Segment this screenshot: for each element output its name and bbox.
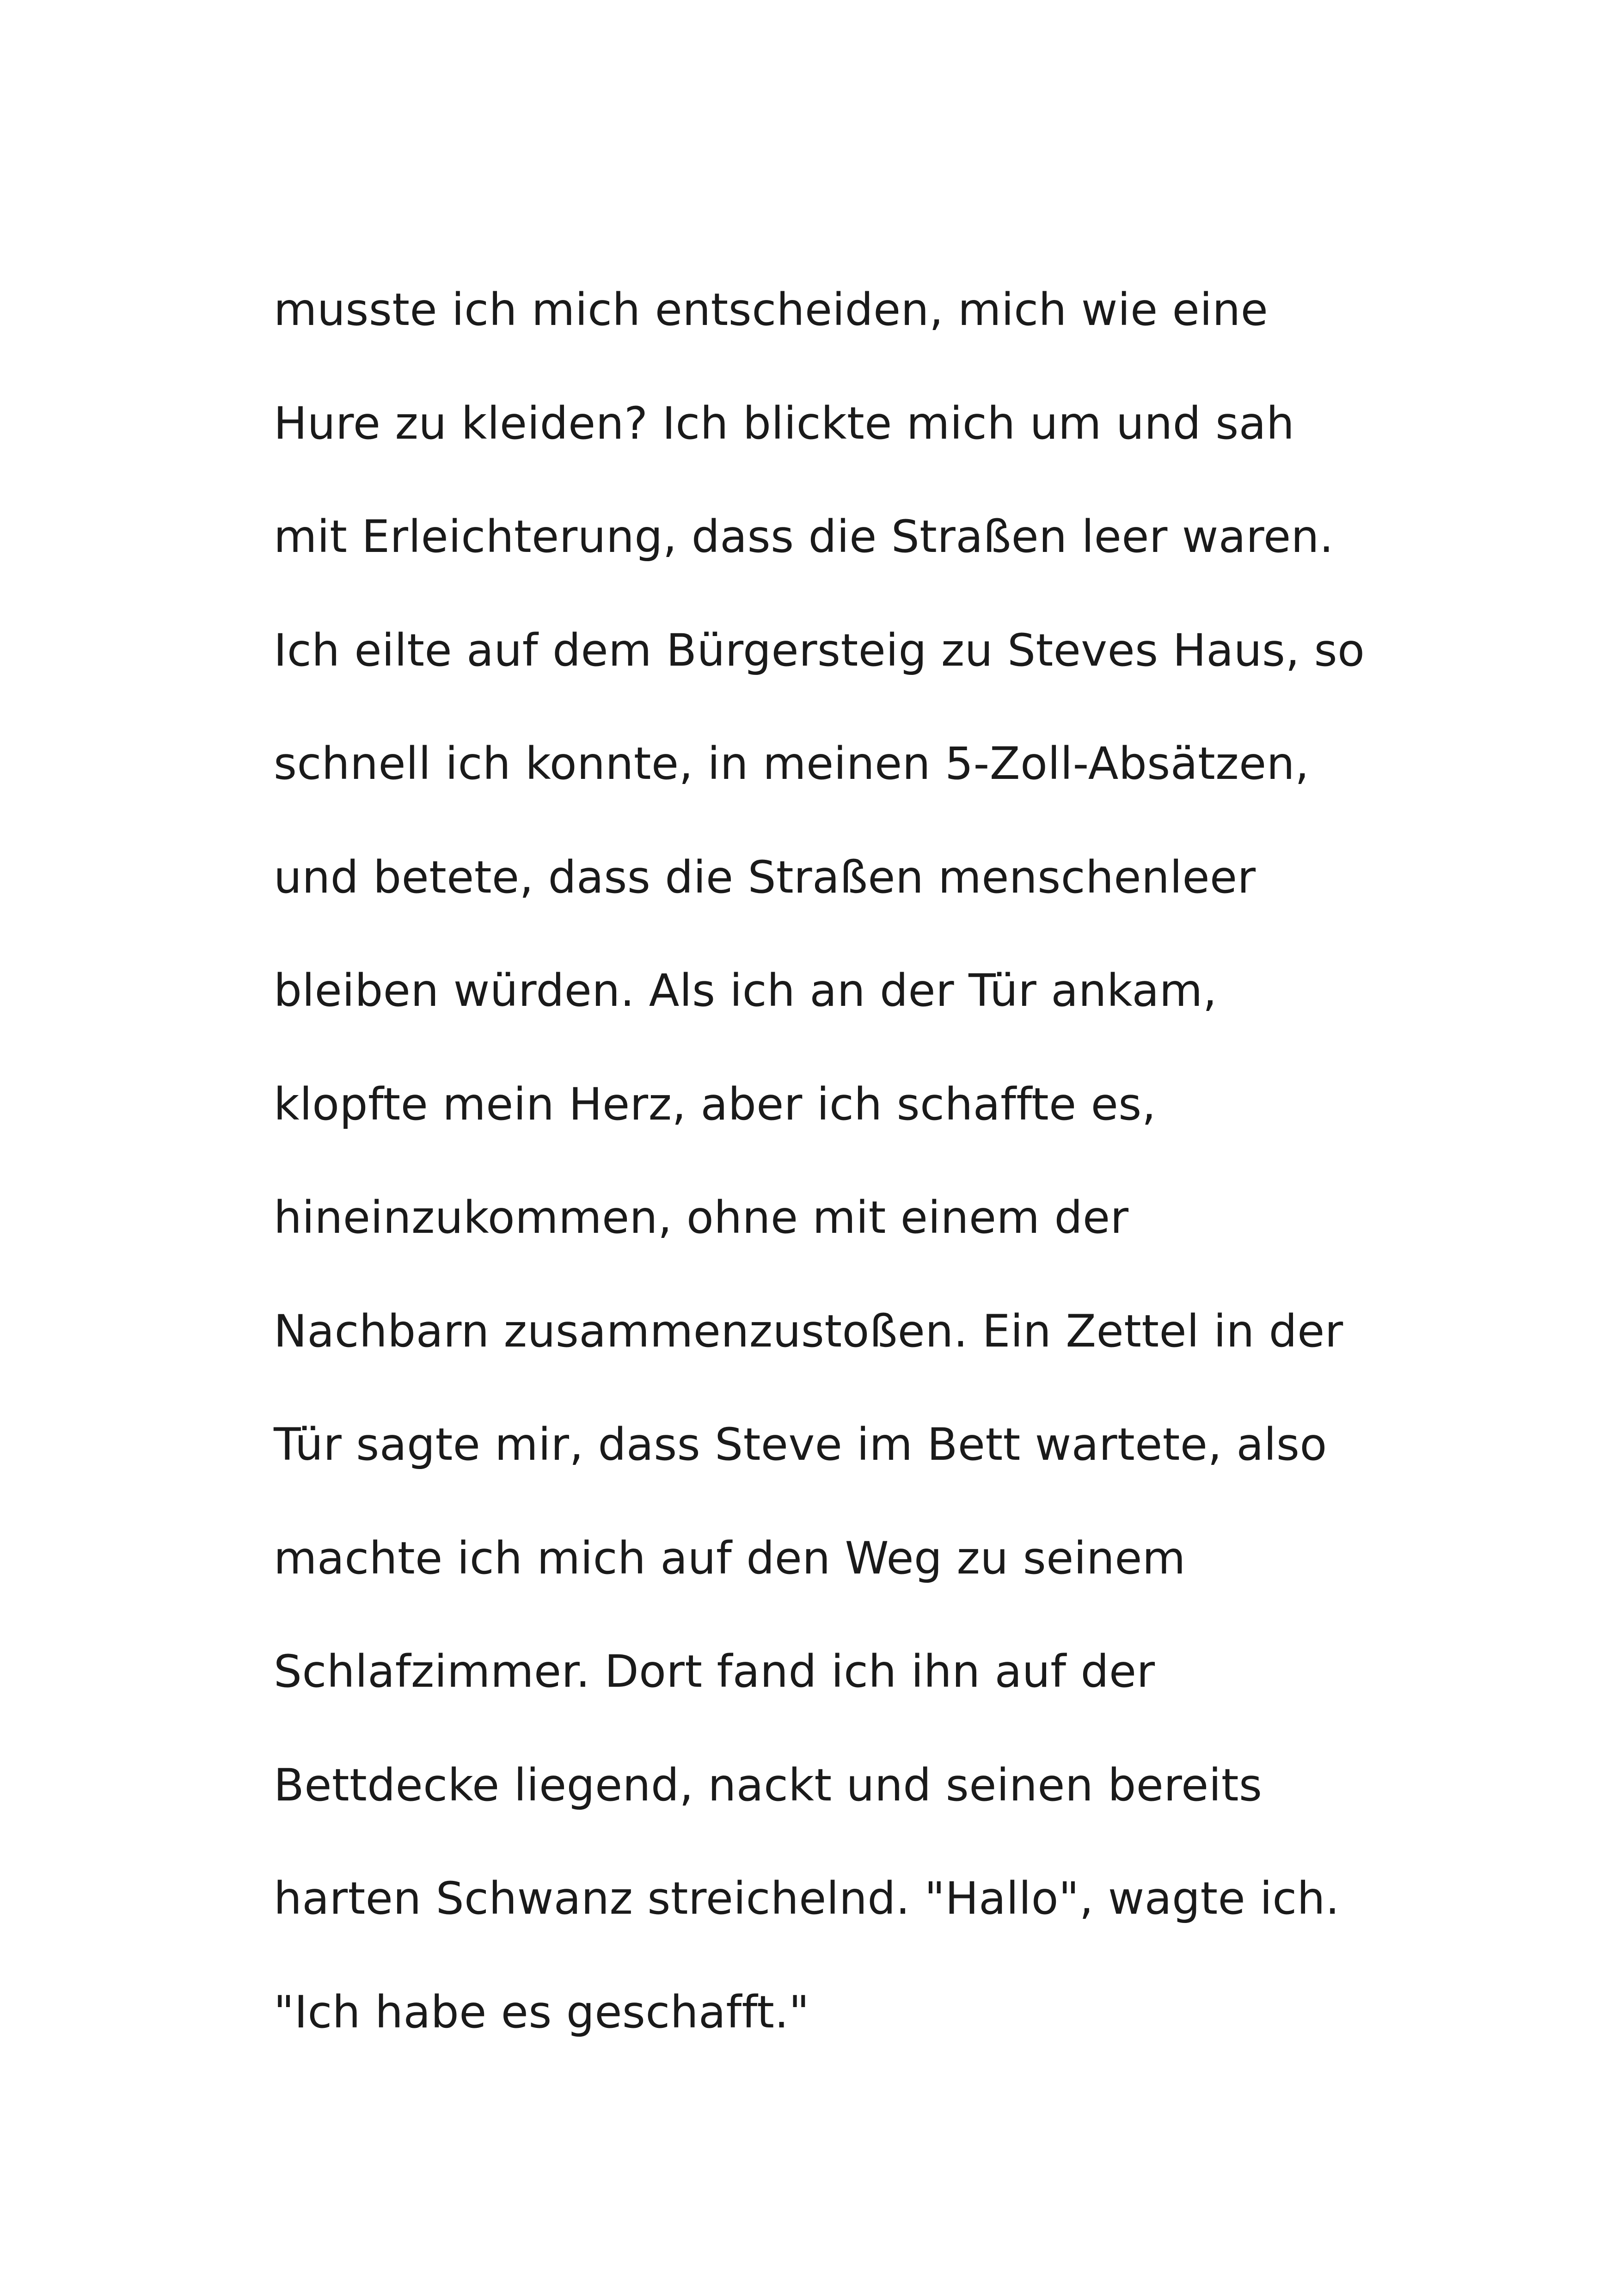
text-line: mit Erleichterung, dass die Straßen leer waren. — [274, 511, 1334, 563]
text-line: Nachbarn zusammenzustoßen. Ein Zettel in der — [274, 1305, 1343, 1357]
text-line: Schlafzimmer. Dort fand ich ihn auf der — [274, 1646, 1155, 1697]
text-line: hineinzukommen, ohne mit einem der — [274, 1192, 1129, 1243]
text-line: Bettdecke liegend, nackt und seinen bereits — [274, 1759, 1263, 1811]
text-line: musste ich mich entscheiden, mich wie eine — [274, 284, 1269, 336]
text-line: Ich eilte auf dem Bürgersteig zu Steves Haus, so — [274, 624, 1365, 676]
text-line: machte ich mich auf den Weg zu seinem — [274, 1532, 1186, 1584]
text-line: bleiben würden. Als ich an der Tür ankam, — [274, 965, 1217, 1016]
body-text — [274, 253, 1383, 2069]
text-line: Tür sagte mir, dass Steve im Bett wartete, also — [274, 1419, 1327, 1470]
text-line: klopfte mein Herz, aber ich schaffte es, — [274, 1078, 1156, 1130]
text-line: schnell ich konnte, in meinen 5-Zoll-Absätzen, — [274, 738, 1310, 790]
text-line: und betete, dass die Straßen menschenleer — [274, 851, 1256, 903]
text-line: harten Schwanz streichelnd. "Hallo", wagte ich. — [274, 1873, 1340, 1924]
text-line: "Ich habe es geschafft." — [274, 1986, 810, 2038]
text-line: Hure zu kleiden? Ich blickte mich um und sah — [274, 397, 1295, 449]
